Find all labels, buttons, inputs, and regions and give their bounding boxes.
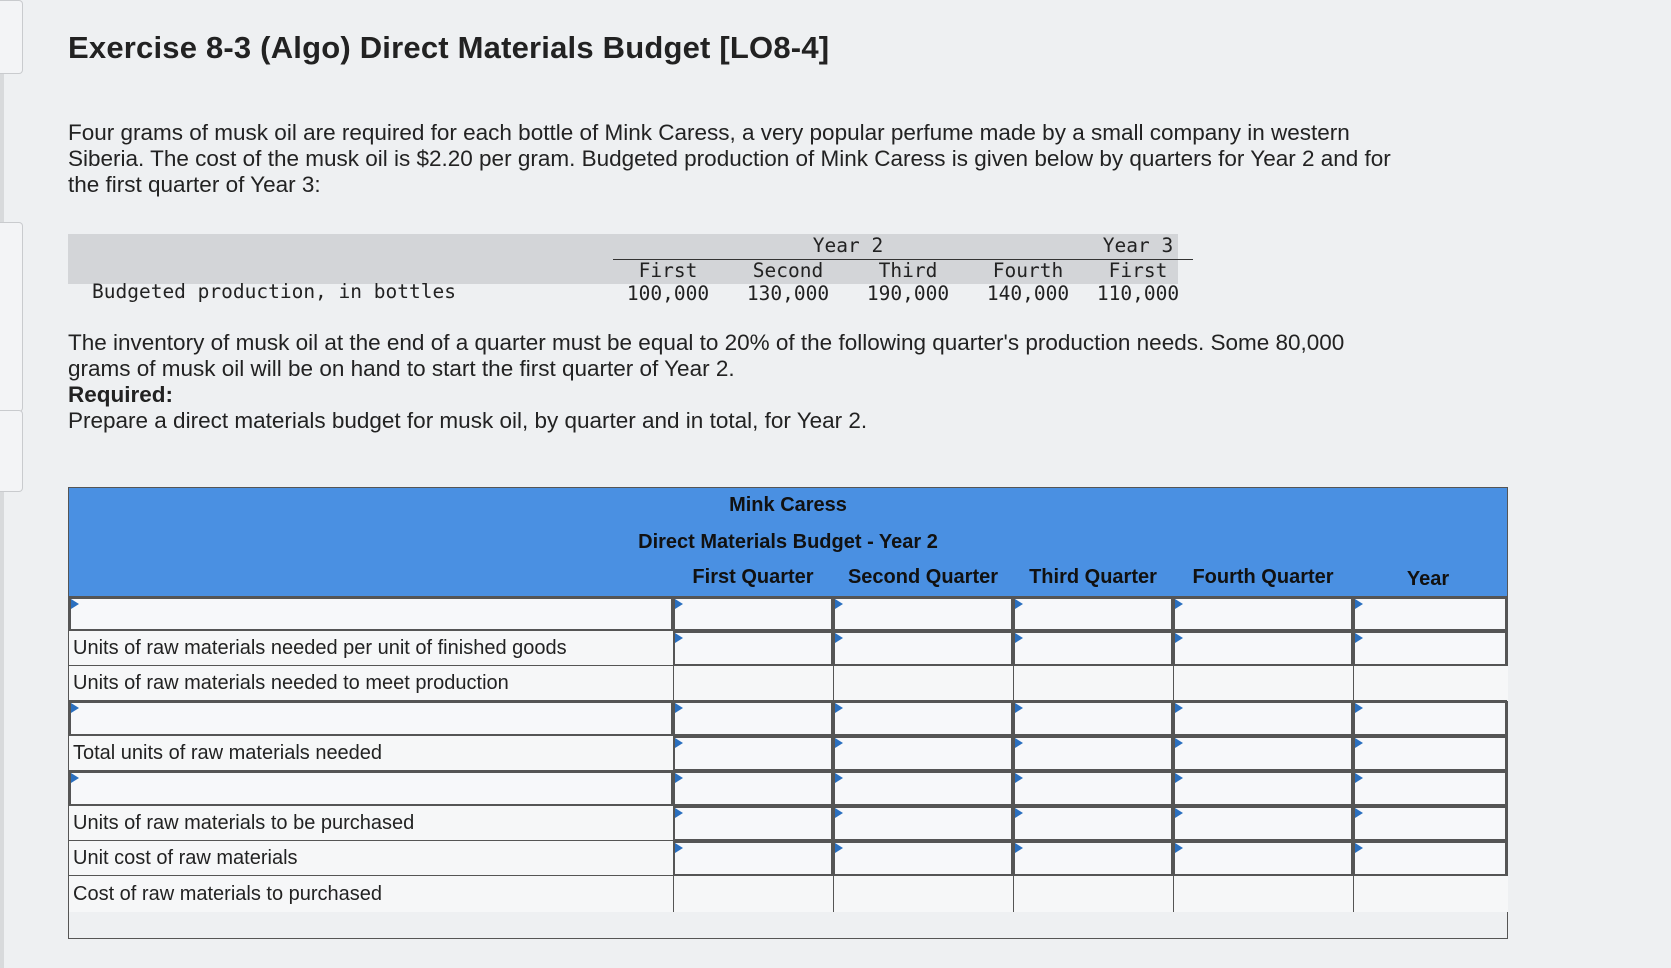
fourth-quarter-cell: [1173, 666, 1354, 701]
first-quarter-cell: [673, 876, 834, 912]
intro-line: Siberia. The cost of the musk oil is $2.20 per gram. Budgeted production of Mink Caress is given below by quarters for Year 2 and for: [68, 146, 1391, 171]
production-value: 100,000: [626, 282, 710, 305]
fourth-quarter-input[interactable]: [1173, 806, 1353, 841]
fourth-quarter-input[interactable]: [1173, 841, 1353, 876]
second-quarter-input[interactable]: [833, 806, 1013, 841]
inventory-paragraph: [68, 330, 1344, 434]
third-quarter-input[interactable]: [1013, 771, 1173, 806]
row-label-input[interactable]: [69, 701, 673, 736]
intro-line: Four grams of musk oil are required for each bottle of Mink Caress, a very popular perfume made by a small company in western: [68, 120, 1350, 145]
third-quarter-input[interactable]: [1013, 701, 1173, 736]
fourth-quarter-input[interactable]: [1173, 631, 1353, 666]
required-label: Required:: [68, 382, 174, 407]
budget-row: [69, 840, 1507, 876]
production-row-label: Budgeted production, in bottles: [92, 280, 456, 303]
row-label: Total units of raw materials needed: [73, 742, 383, 764]
budget-row: [69, 596, 1507, 631]
year-input[interactable]: [1353, 736, 1507, 771]
production-value: 190,000: [866, 282, 950, 305]
year3-header: Year 3: [1102, 234, 1174, 257]
quarter-third: Third: [878, 259, 938, 282]
second-quarter-input[interactable]: [833, 736, 1013, 771]
year-cell: [1353, 666, 1508, 701]
year-input[interactable]: [1353, 631, 1507, 666]
row-label: Cost of raw materials to purchased: [73, 883, 383, 905]
production-value: 140,000: [986, 282, 1070, 305]
fourth-quarter-input[interactable]: [1173, 736, 1353, 771]
column-second-quarter: Second Quarter: [847, 566, 999, 588]
fourth-quarter-cell: [1173, 876, 1354, 912]
budget-subtitle: Direct Materials Budget - Year 2: [638, 531, 938, 553]
budget-row: [69, 630, 1507, 666]
year-input[interactable]: [1353, 806, 1507, 841]
production-value: 130,000: [746, 282, 830, 305]
first-quarter-input[interactable]: [673, 771, 833, 806]
inventory-line: The inventory of musk oil at the end of a quarter must be equal to 20% of the following quarter's production needs. Some 80,000: [68, 330, 1345, 355]
first-quarter-input[interactable]: [673, 597, 833, 631]
column-year: Year: [1406, 568, 1450, 590]
fourth-quarter-input[interactable]: [1173, 597, 1353, 631]
required-text: Prepare a direct materials budget for musk oil, by quarter and in total, for Year 2.: [68, 408, 868, 433]
year-input[interactable]: [1353, 771, 1507, 806]
third-quarter-cell: [1013, 876, 1174, 912]
quarter-first: First: [638, 259, 698, 282]
first-quarter-input[interactable]: [673, 736, 833, 771]
third-quarter-input[interactable]: [1013, 597, 1173, 631]
third-quarter-input[interactable]: [1013, 631, 1173, 666]
intro-paragraph: [68, 120, 1391, 198]
third-quarter-input[interactable]: [1013, 841, 1173, 876]
intro-line: the first quarter of Year 3:: [68, 172, 321, 197]
row-label: Unit cost of raw materials: [73, 847, 298, 869]
direct-materials-budget-table: [68, 487, 1508, 939]
fourth-quarter-input[interactable]: [1173, 701, 1353, 736]
fourth-quarter-input[interactable]: [1173, 771, 1353, 806]
column-third-quarter: Third Quarter: [1029, 566, 1157, 588]
left-tab: [0, 0, 23, 74]
third-quarter-cell: [1013, 666, 1174, 701]
column-fourth-quarter: Fourth Quarter: [1192, 566, 1334, 588]
exercise-title: Exercise 8-3 (Algo) Direct Materials Budget [LO8-4]: [68, 30, 830, 65]
row-label: Units of raw materials needed per unit of finished goods: [73, 637, 567, 659]
year2-header: Year 2: [812, 234, 884, 257]
second-quarter-input[interactable]: [833, 597, 1013, 631]
row-label: Units of raw materials needed to meet production: [73, 672, 509, 694]
quarter-second: Second: [752, 259, 824, 282]
first-quarter-input[interactable]: [673, 701, 833, 736]
first-quarter-cell: [673, 666, 834, 701]
row-label: Units of raw materials to be purchased: [73, 812, 415, 834]
left-tab: [0, 410, 23, 492]
second-quarter-input[interactable]: [833, 841, 1013, 876]
first-quarter-input[interactable]: [673, 841, 833, 876]
inventory-line: grams of musk oil will be on hand to start the first quarter of Year 2.: [68, 356, 735, 381]
year-input[interactable]: [1353, 841, 1507, 876]
budget-row: [69, 735, 1507, 771]
budget-row: [69, 875, 1507, 912]
second-quarter-cell: [833, 666, 1014, 701]
second-quarter-input[interactable]: [833, 701, 1013, 736]
quarter-year3-first: First: [1108, 259, 1168, 282]
production-value: 110,000: [1096, 282, 1180, 305]
budget-row: [69, 700, 1507, 736]
row-label-input[interactable]: [69, 771, 673, 806]
quarter-fourth: Fourth: [992, 259, 1064, 282]
second-quarter-cell: [833, 876, 1014, 912]
year-input[interactable]: [1353, 597, 1507, 631]
budget-row: [69, 770, 1507, 806]
budget-row: [69, 805, 1507, 841]
header-row-company: [69, 488, 1507, 524]
year-cell: [1353, 876, 1508, 912]
header-row-subtitle: [69, 523, 1507, 561]
company-name: Mink Caress: [729, 494, 847, 516]
left-tab: [0, 222, 23, 412]
row-label-input[interactable]: [69, 597, 673, 631]
first-quarter-input[interactable]: [673, 806, 833, 841]
third-quarter-input[interactable]: [1013, 806, 1173, 841]
column-first-quarter: First Quarter: [692, 566, 814, 588]
first-quarter-input[interactable]: [673, 631, 833, 666]
production-table: [68, 234, 1178, 314]
second-quarter-input[interactable]: [833, 631, 1013, 666]
second-quarter-input[interactable]: [833, 771, 1013, 806]
header-row-columns: [69, 560, 1507, 597]
third-quarter-input[interactable]: [1013, 736, 1173, 771]
budget-row: [69, 665, 1507, 701]
year-input[interactable]: [1353, 701, 1507, 736]
